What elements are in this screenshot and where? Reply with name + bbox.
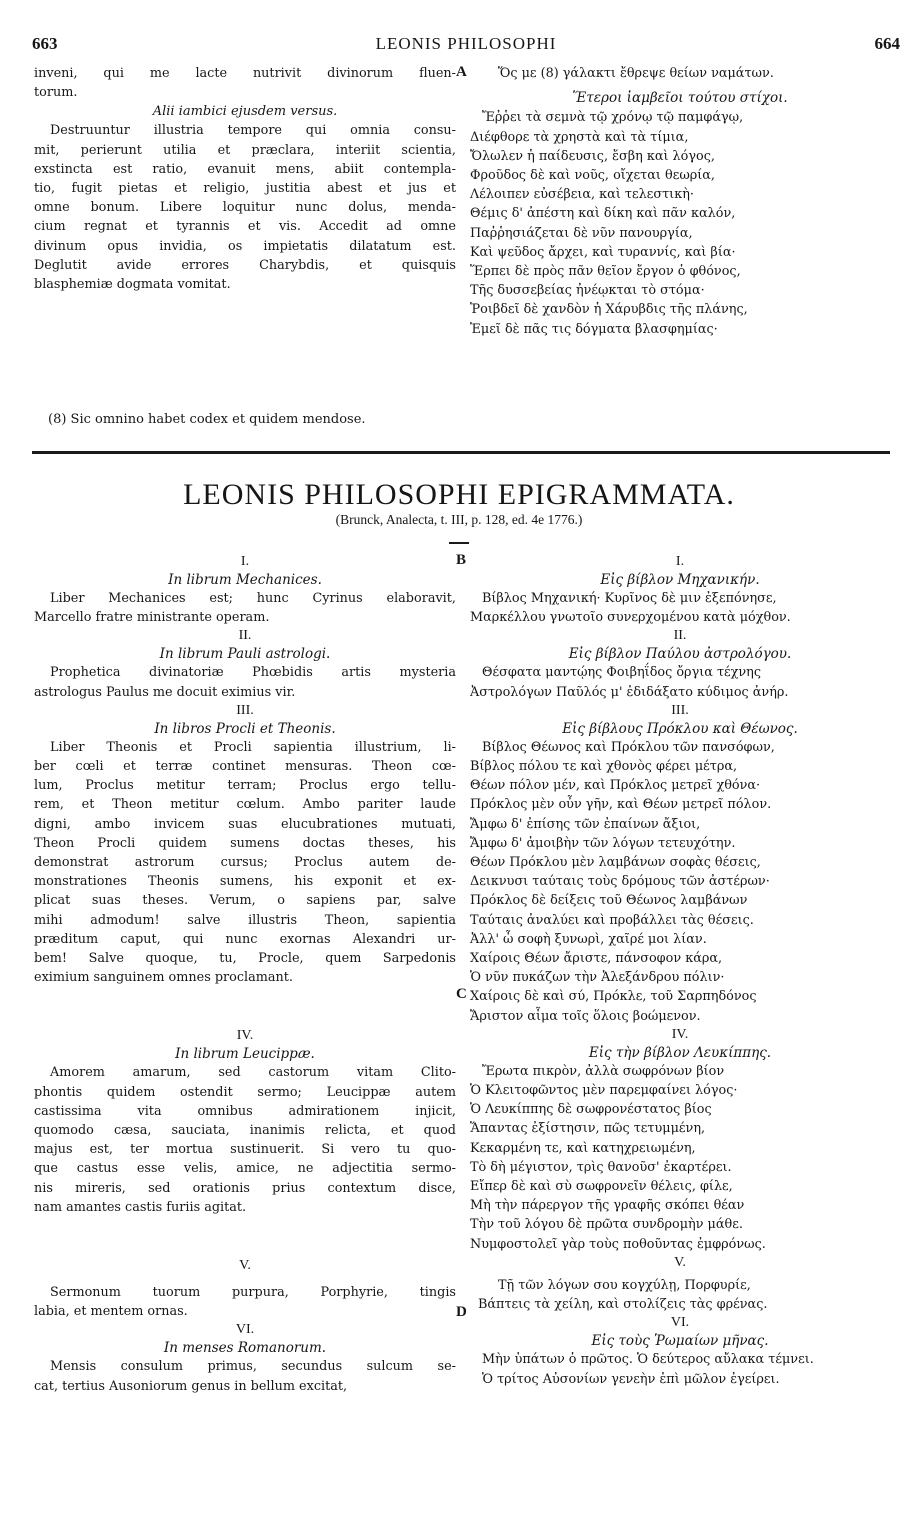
latin-line: blasphemiæ dogmata vomitat. xyxy=(34,277,231,293)
latin-line: ber cœli et terræ continet mensuras. Theon cœ- xyxy=(34,759,456,775)
greek-verse: Κεκαρμένη τε, καὶ κατηχρειωμένη, xyxy=(470,1140,696,1156)
epigram-number: II. xyxy=(238,628,252,644)
margin-marker-a: A xyxy=(456,64,467,80)
latin-line: Prophetica divinatoriæ Phœbidis artis mysteria xyxy=(50,665,456,681)
greek-verse: Βίβλος Θέωνος καὶ Πρόκλου τῶν πανσόφων, xyxy=(482,739,775,755)
greek-verse: Χαίροις Θέων ἄριστε, πάνσοφον κάρα, xyxy=(470,951,723,967)
greek-epigram-heading: Εἰς βίβλον Παύλου ἀστρολόγου. xyxy=(568,646,792,663)
latin-line: plicat suas theses. Verum, o sapiens par, salve xyxy=(34,893,456,909)
latin-line: cium regnat et tyrannis et vis. Accedit ad omne xyxy=(34,219,456,235)
latin-line: inveni, qui me lacte nutrivit divinorum fluen- xyxy=(34,66,456,81)
greek-verse: Ὁ νῦν πυκάζων τὴν Ἀλεξάνδρου πόλιν· xyxy=(470,970,725,986)
epigram-heading: In libros Procli et Theonis. xyxy=(154,720,336,737)
epigram-number: III. xyxy=(236,702,254,718)
epigram-number: IV. xyxy=(236,1028,254,1044)
epigram-heading: In menses Romanorum. xyxy=(163,1340,327,1357)
greek-verse: Ἔρωτα πικρὸν, ἀλλὰ σωφρόνων βίον xyxy=(482,1063,725,1079)
greek-verse: Βίβλος πόλου τε καὶ χθονὸς φέρει μέτρα, xyxy=(470,759,738,775)
page-number-left: 663 xyxy=(32,34,58,53)
greek-verse: Ἄριστον αἷμα τοῖς ὅλοις βοώμενον. xyxy=(470,1008,701,1024)
greek-verse: Θέων πόλον μέν, καὶ Πρόκλος μετρεῖ χθόνα· xyxy=(470,778,761,794)
greek-verse: Φροῦδος δὲ καὶ νοῦς, οἴχεται θεωρία, xyxy=(470,168,716,184)
greek-verse: Τῆς δυσσεβείας ἠνέῳκται τὸ στόμα· xyxy=(470,283,705,299)
greek-verse: Μαρκέλλου γνωτοῖο συνερχομένου κατὰ μόχθον. xyxy=(470,610,791,626)
footnote: (8) Sic omnino habet codex et quidem mendose. xyxy=(48,412,366,427)
title-dash xyxy=(449,542,469,544)
greek-verse: Δεικνυσι ταύταις τοὺς δρόμους τῶν ἀστέρων· xyxy=(470,874,770,890)
epigram-number: VI. xyxy=(670,1315,690,1331)
greek-verse: Καὶ ψεῦδος ἄρχει, καὶ τυραννίς, καὶ βία· xyxy=(470,244,736,260)
greek-verse: Τὴν τοῦ λόγου δὲ πρῶτα συνδρομὴν μάθε. xyxy=(470,1217,743,1233)
greek-verse: Ἅπαντας ἐξίστησιν, πῶς τετυμμένη, xyxy=(470,1121,706,1137)
latin-line: labia, et mentem ornas. xyxy=(34,1304,188,1320)
greek-verse: Διέφθορε τὰ χρηστὰ καὶ τὰ τίμια, xyxy=(470,129,689,145)
latin-line: phontis quidem ostendit sermo; Leucippæ autem xyxy=(34,1084,456,1100)
greek-heading: Ἕτεροι ἰαμβεῖοι τούτου στίχοι. xyxy=(572,90,788,107)
greek-verse: Πρόκλος δὲ δείξεις τοῦ Θέωνος λαμβάνων xyxy=(470,893,748,909)
latin-line: tio, fugit pietas et religio, justitia abest et jus et xyxy=(34,181,456,197)
latin-line: Deglutit avide errores Charybdis, et quisquis xyxy=(34,257,456,273)
epigrams-greek-column xyxy=(470,553,890,1389)
latin-line: nam amantes castis furiis agitat. xyxy=(34,1199,247,1215)
epigram-number: I. xyxy=(675,554,685,569)
greek-verse: Χαίροις δὲ καὶ σύ, Πρόκλε, τοῦ Σαρπηδόνος xyxy=(470,989,757,1005)
section-source: (Brunck, Analecta, t. III, p. 128, ed. 4e 1776.) xyxy=(335,512,583,527)
greek-verse: Τὸ δὴ μέγιστον, τρὶς θανοῦσ' ἐκαρτέρει. xyxy=(470,1159,732,1175)
greek-verse: Ὁ Λευκίππης δὲ σωφρονέστατος βίος xyxy=(470,1102,712,1118)
greek-verse: Ἔῤῥει τὰ σεμνὰ τῷ χρόνῳ τῷ παμφάγῳ, xyxy=(482,110,744,126)
epigram-number: V. xyxy=(674,1254,686,1270)
greek-epigram-heading: Εἰς τὴν βίβλον Λευκίππης. xyxy=(588,1044,772,1061)
latin-line: Theon Procli quidem sumens doctas theses, his xyxy=(34,835,456,851)
epigrams-latin-column xyxy=(34,553,456,1396)
running-head-title: LEONIS PHILOSOPHI xyxy=(375,34,557,53)
greek-verse: Λέλοιπεν εὐσέβεια, καὶ τελεστικὴ· xyxy=(470,187,694,203)
latin-line: Destruuntur illustria tempore qui omnia consu- xyxy=(50,123,456,139)
greek-verse: Εἴπερ δὲ καὶ σὺ σωφρονεῖν θέλεις, φίλε, xyxy=(470,1179,733,1195)
latin-line: omne bonum. Libere loquitur nunc dolus, menda- xyxy=(34,200,456,216)
latin-line: mihi admodum! salve illustris Theon, sapientia xyxy=(34,912,456,928)
margin-marker-c: C xyxy=(456,986,467,1002)
section-divider xyxy=(32,451,890,454)
greek-verse: Θέσφατα μαντῴης Φοιβηΐδος ὄργια τέχνης xyxy=(482,665,762,681)
greek-verse: Ὁ τρίτος Αὐσονίων γενεὴν ἐπὶ μῶλον ἐγείρει. xyxy=(482,1371,780,1387)
greek-verse: Ἀστρολόγων Παῦλός μ' ἐδιδάξατο κύδιμος ἀνήρ. xyxy=(470,684,789,700)
epigram-heading: In librum Pauli astrologi. xyxy=(159,646,331,663)
latin-line: astrologus Paulus me docuit eximius vir. xyxy=(34,684,296,700)
latin-line: torum. xyxy=(34,85,78,101)
epigram-number: I. xyxy=(240,554,250,569)
greek-verse: Ἀλλ' ὦ σοφὴ ξυνωρὶ, χαῖρέ μοι λίαν. xyxy=(470,931,707,947)
latin-line: majus est, ter mortua sustinuerit. Si vero tu quo- xyxy=(34,1142,456,1158)
greek-line: Ὅς με (8) γάλακτι ἔθρεψε θείων ναμάτων. xyxy=(498,66,774,81)
greek-verse: Ἄμφω δ' ἀμοιβὴν τῶν λόγων τετευχότην. xyxy=(470,835,736,851)
latin-line: Liber Theonis et Procli sapientia illustrium, li- xyxy=(50,739,456,755)
greek-verse: Βάπτεις τὰ χείλη, καὶ στολίζεις τὰς φρένας. xyxy=(478,1297,768,1313)
greek-epigram-heading: Εἰς βίβλους Πρόκλου καὶ Θέωνος. xyxy=(562,720,798,737)
latin-line: rem, et Theon metitur cœlum. Ambo pariter laude xyxy=(34,797,456,813)
latin-line: præditum caput, qui nunc exornas Alexandri ur- xyxy=(34,931,456,947)
epigram-number: VI. xyxy=(235,1322,255,1338)
latin-line: castissima vita omnibus admirationem injicit, xyxy=(34,1103,456,1119)
epigram-number: IV. xyxy=(671,1026,689,1042)
latin-line: digni, ambo invicem suas elucubrationes mutuati, xyxy=(34,816,456,832)
latin-heading: Alii iambici ejusdem versus. xyxy=(152,104,338,120)
greek-verse: Ἐμεῖ δὲ πᾶς τις δόγματα βλασφημίας· xyxy=(470,321,718,337)
margin-marker-b: B xyxy=(456,552,467,568)
greek-verse: Βίβλος Μηχανική· Κυρῖνος δὲ μιν ἐξεπόνησε, xyxy=(482,591,777,606)
latin-line: exstincta est ratio, evanuit mens, abiit contempla- xyxy=(34,161,456,177)
latin-line: divinum opus invidia, os impietatis dilatatum est. xyxy=(34,238,456,254)
latin-line: nis mireris, sed orationis prius contextum disce, xyxy=(34,1180,456,1196)
latin-line: Amorem amarum, sed castorum vitam Clito- xyxy=(50,1065,456,1081)
greek-verse: Παῤῥησιάζεται δὲ νῦν πανουργία, xyxy=(470,225,693,241)
latin-line: cat, tertius Ausoniorum genus in bellum excitat, xyxy=(34,1378,348,1394)
top-latin-column xyxy=(34,64,456,294)
epigram-number: V. xyxy=(239,1258,251,1274)
greek-verse: Τῇ τῶν λόγων σου κογχύλῃ, Πορφυρίε, xyxy=(498,1277,751,1293)
latin-line: Liber Mechanices est; hunc Cyrinus elaboravit, xyxy=(50,591,456,606)
greek-verse: Ταύταις ἀναλύει καὶ προβάλλει τὰς θέσεις. xyxy=(470,912,754,928)
latin-line: eximium sanguinem omnes proclamant. xyxy=(34,970,293,986)
greek-epigram-heading: Εἰς βίβλον Μηχανικήν. xyxy=(600,572,760,588)
page-number-right: 664 xyxy=(874,34,900,53)
greek-verse: Ὄλωλεν ἡ παίδευσις, ἔσβη καὶ λόγος, xyxy=(470,148,715,164)
latin-line: monstrationes Theonis sumens, his exponit et ex- xyxy=(34,874,456,890)
section-title: LEONIS PHILOSOPHI EPIGRAMMATA. xyxy=(183,478,735,511)
latin-line: que castus esse velis, amice, ne adjectitia sermo- xyxy=(34,1161,456,1177)
latin-line: quomodo cæsa, sauciata, inanimis relicta, et quod xyxy=(34,1123,456,1139)
latin-line: Sermonum tuorum purpura, Porphyrie, tingis xyxy=(50,1285,456,1301)
greek-verse: Μὴν ὑπάτων ὁ πρῶτος. Ὁ δεύτερος αὔλακα τέμνει. xyxy=(482,1352,814,1368)
top-greek-column xyxy=(470,64,890,339)
epigram-number: II. xyxy=(673,628,687,644)
greek-verse: Ἕρπει δὲ πρὸς πᾶν θεῖον ἔργον ὁ φθόνος, xyxy=(470,264,741,280)
greek-verse: Πρόκλος μὲν οὖν γῆν, καὶ Θέων μετρεῖ πόλον. xyxy=(470,797,772,813)
greek-verse: Θέμις δ' ἀπέστη καὶ δίκη καὶ πᾶν καλόν, xyxy=(470,206,736,222)
latin-line: Mensis consulum primus, secundus sulcum se- xyxy=(50,1359,456,1375)
latin-line: demonstrat astrorum cursus; Proclus autem de- xyxy=(34,855,456,871)
epigram-heading: In librum Leucippæ. xyxy=(175,1046,315,1063)
greek-verse: Ἄμφω δ' ἐπίσης τῶν ἐπαίνων ἄξιοι, xyxy=(470,816,701,832)
latin-line: bem! Salve quoque, tu, Procle, quem Sarpedonis xyxy=(34,951,456,967)
epigram-heading: In librum Mechanices. xyxy=(168,572,322,588)
greek-verse: Νυμφοστολεῖ γὰρ τοὺς ποθοῦντας ἐμφρόνως. xyxy=(470,1236,766,1252)
latin-line: mit, perierunt utilia et præclara, interiit scientia, xyxy=(34,142,456,158)
greek-epigram-heading: Εἰς τοὺς Ῥωμαίων μῆνας. xyxy=(591,1333,769,1350)
epigram-number: III. xyxy=(671,702,689,718)
greek-verse: Ῥοιβδεῖ δὲ χανδὸν ἡ Χάρυβδις τῆς πλάνης, xyxy=(470,302,748,318)
greek-verse: Μὴ τὴν πάρεργον τῆς γραφῆς σκόπει θέαν xyxy=(470,1198,745,1214)
margin-marker-d: D xyxy=(456,1304,467,1320)
greek-verse: Ὁ Κλειτοφῶντος μὲν παρεμφαίνει λόγος· xyxy=(470,1083,738,1099)
running-head xyxy=(32,34,900,56)
latin-line: lum, Proclus metitur terram; Proclus ergo tellu- xyxy=(34,778,456,794)
latin-line: Marcello fratre ministrante operam. xyxy=(34,610,270,626)
greek-verse: Θέων Πρόκλου μὲν λαμβάνων σοφὰς θέσεις, xyxy=(470,855,761,871)
